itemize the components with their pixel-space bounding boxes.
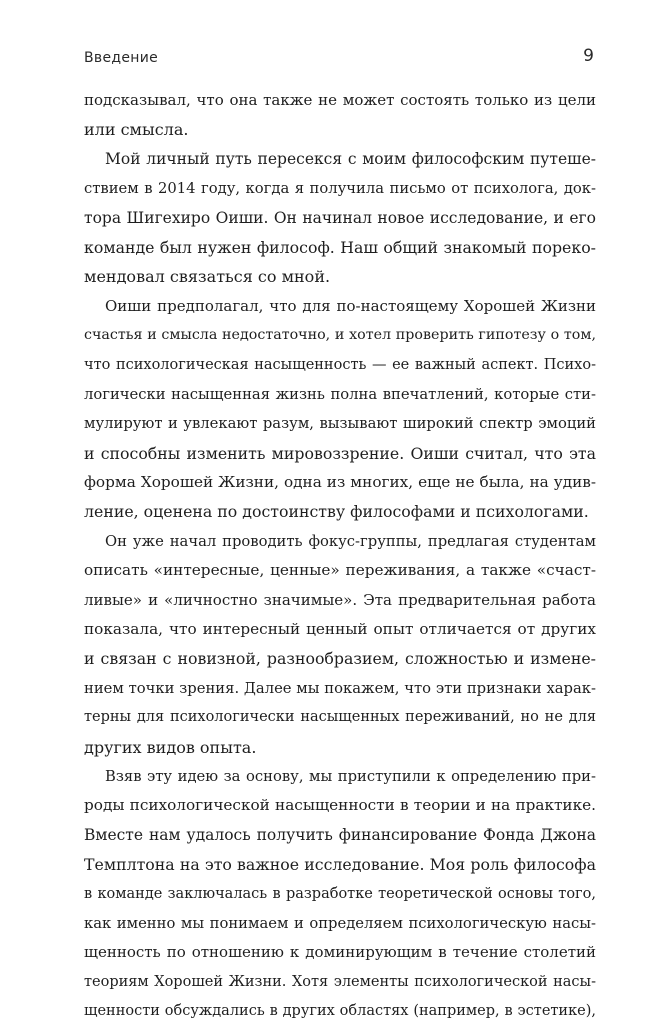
text-line: Вместе нам удалось получить финансирование Фонда Джона (84, 825, 596, 844)
text-line: счастья и смысла недостаточно, и хотел проверить гипотезу о том, (84, 327, 596, 344)
text-line: и связан с новизной, разнообразием, сложностью и измене- (84, 649, 596, 669)
text-line: Оиши предполагал, что для по-настоящему Хорошей Жизни (105, 296, 596, 315)
text-line: подсказывал, что она также не может состоять только из цели (84, 91, 596, 109)
body-text (84, 86, 596, 1027)
text-line: описать «интересные, ценные» переживания, а также «счаст- (84, 561, 596, 580)
text-line: Мой личный путь пересекся с моим философским путеше- (105, 149, 596, 168)
text-line: в команде заключалась в разработке теоретической основы того, (84, 885, 596, 902)
text-line: мендовал связаться со мной. (84, 267, 331, 287)
text-line: ление, оценена по достоинству философами и психологами. (84, 502, 589, 522)
text-line: Он уже начал проводить фокус-группы, предлагая студентам (105, 532, 596, 550)
text-line: тора Шигехиро Оиши. Он начинал новое исследование, и его (84, 208, 596, 227)
text-line: мулируют и увлекают разум, вызывают широкий спектр эмоций (84, 415, 596, 433)
text-line: терны для психологически насыщенных переживаний, но не для (84, 709, 596, 726)
text-line: роды психологической насыщенности в теории и на практике. (84, 796, 596, 815)
text-line: форма Хорошей Жизни, одна из многих, еще не была, на удив- (84, 473, 596, 492)
page-number: 9 (583, 46, 594, 66)
text-line: что психологическая насыщенность — ее важный аспект. Психо- (84, 356, 596, 373)
text-line: Темплтона на это важное исследование. Моя роль философа (84, 855, 596, 875)
running-head: Введение (84, 50, 159, 66)
text-line: логически насыщенная жизнь полна впечатлений, которые сти- (84, 385, 596, 403)
text-line: или смысла. (84, 120, 189, 140)
text-line: ствием в 2014 году, когда я получила письмо от психолога, док- (84, 180, 596, 198)
text-line: щенности обсуждались в других областях (например, в эстетике), (84, 1003, 596, 1020)
text-line: нием точки зрения. Далее мы покажем, что эти признаки харак- (84, 679, 596, 697)
text-line: и способны изменить мировоззрение. Оиши считал, что эта (84, 443, 596, 463)
text-line: показала, что интересный ценный опыт отличается от других (84, 620, 596, 639)
text-line: щенность по отношению к доминирующим в течение столетий (84, 943, 596, 962)
text-line: теориям Хорошей Жизни. Хотя элементы психологической насы- (84, 973, 596, 990)
text-line: ливые» и «личностно значимые». Эта предварительная работа (84, 590, 596, 609)
text-line: команде был нужен философ. Наш общий знакомый пореко- (84, 237, 596, 257)
text-line: как именно мы понимаем и определяем психологическую насы- (84, 914, 596, 932)
text-line: Взяв эту идею за основу, мы приступили к определению при- (105, 767, 596, 785)
text-line: других видов опыта. (84, 737, 257, 757)
